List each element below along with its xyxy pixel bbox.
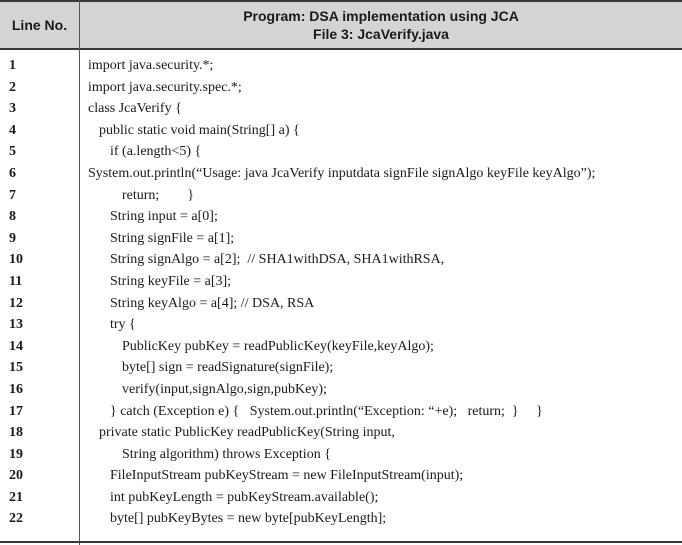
table-row — [0, 293, 682, 315]
bottom-rule — [0, 541, 682, 543]
line-number: 2 — [9, 79, 16, 95]
code-line: String keyFile = a[3]; — [110, 273, 232, 289]
line-number: 8 — [9, 209, 16, 225]
table-row — [0, 185, 682, 207]
line-number: 15 — [9, 360, 23, 376]
line-number: 5 — [9, 144, 16, 160]
table-row — [0, 249, 682, 271]
program-title: Program: DSA implementation using JCA — [243, 8, 519, 24]
table-row — [0, 163, 682, 185]
table-row — [0, 465, 682, 487]
code-line: try { — [110, 317, 136, 333]
code-line: import java.security.spec.*; — [88, 79, 242, 95]
table-row — [0, 357, 682, 379]
code-line: String signFile = a[1]; — [110, 230, 235, 246]
line-number: 4 — [9, 122, 16, 138]
code-line: import java.security.*; — [88, 58, 214, 73]
line-number: 3 — [9, 101, 16, 117]
line-number: 12 — [9, 295, 23, 311]
table-row — [0, 487, 682, 509]
code-line: String input = a[0]; — [110, 209, 218, 225]
line-number: 22 — [9, 511, 23, 527]
code-line: PublicKey pubKey = readPublicKey(keyFile,keyAlgo); — [122, 338, 434, 354]
line-number: 21 — [9, 489, 23, 505]
table-row — [0, 336, 682, 358]
line-number: 1 — [9, 58, 16, 73]
code-line: byte[] pubKeyBytes = new byte[pubKeyLength]; — [110, 511, 387, 527]
table-row — [0, 141, 682, 163]
table-row — [0, 206, 682, 228]
code-line: class JcaVerify { — [88, 101, 182, 117]
code-line: String signAlgo = a[2]; // SHA1withDSA, SHA1withRSA, — [110, 252, 445, 268]
table-row — [0, 508, 682, 530]
table-header — [0, 0, 682, 50]
code-line: private static PublicKey readPublicKey(String input, — [99, 425, 395, 441]
line-no-header: Line No. — [11, 17, 68, 33]
code-line: public static void main(String[] a) { — [99, 122, 300, 138]
line-number: 16 — [9, 381, 23, 397]
table-row — [0, 444, 682, 466]
line-number: 17 — [9, 403, 23, 419]
line-number: 9 — [9, 230, 16, 246]
code-line: byte[] sign = readSignature(signFile); — [122, 360, 334, 376]
table-row — [0, 271, 682, 293]
code-line: return; } — [122, 187, 195, 203]
line-number: 20 — [9, 468, 23, 484]
file-subtitle: File 3: JcaVerify.java — [313, 26, 449, 42]
table-row — [0, 98, 682, 120]
table-row — [0, 401, 682, 423]
table-row — [0, 314, 682, 336]
code-line: String algorithm) throws Exception { — [122, 446, 331, 462]
code-line: if (a.length<5) { — [110, 144, 202, 160]
line-number: 6 — [9, 165, 16, 181]
code-line: String keyAlgo = a[4]; // DSA, RSA — [110, 295, 315, 311]
code-line: System.out.println(“Usage: java JcaVerify inputdata signFile signAlgo keyFile keyAlgo”); — [88, 165, 596, 181]
line-number: 14 — [9, 338, 23, 354]
code-rows — [0, 55, 682, 530]
table-row — [0, 379, 682, 401]
line-number: 19 — [9, 446, 23, 462]
line-number: 7 — [9, 187, 16, 203]
line-number: 18 — [9, 425, 23, 441]
table-row — [0, 228, 682, 250]
line-number: 13 — [9, 317, 23, 333]
code-line: } catch (Exception e) { System.out.println(“Exception: “+e); return; } } — [110, 403, 543, 419]
line-number: 10 — [9, 252, 23, 268]
table-row — [0, 422, 682, 444]
program-title-header — [80, 2, 682, 48]
table-row — [0, 77, 682, 99]
code-line: verify(input,signAlgo,sign,pubKey); — [122, 381, 327, 397]
code-line: FileInputStream pubKeyStream = new FileInputStream(input); — [110, 468, 464, 484]
line-number: 11 — [9, 273, 23, 289]
table-row — [0, 55, 682, 77]
code-line: int pubKeyLength = pubKeyStream.available(); — [110, 489, 379, 505]
table-row — [0, 120, 682, 142]
